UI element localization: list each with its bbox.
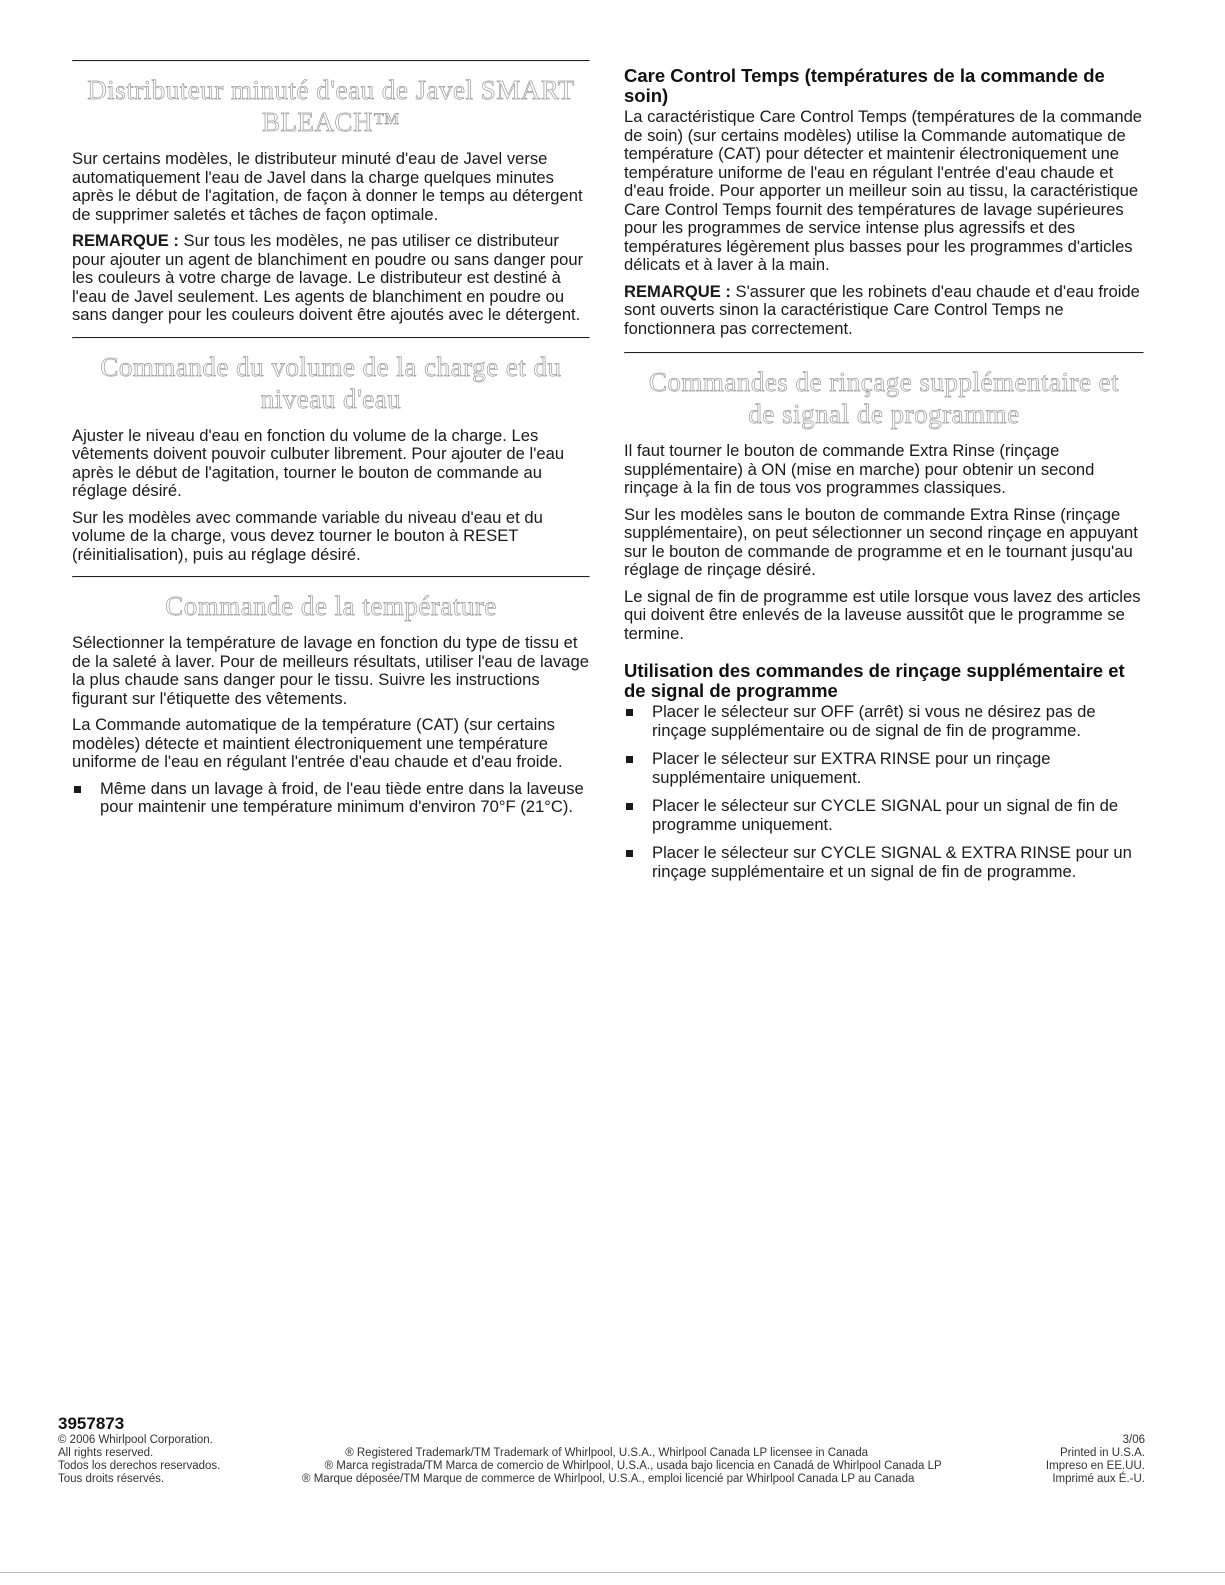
footer-row bbox=[58, 1473, 1145, 1486]
footer-left: All rights reserved. bbox=[58, 1447, 154, 1459]
extra-rinse-usage-heading: Utilisation des commandes de rinçage supplémentaire et de signal de programme bbox=[624, 660, 1125, 701]
section-title-bleach: Distributeur minuté d'eau de Javel SMART BLEACH™ bbox=[87, 75, 575, 137]
footer-center bbox=[213, 1434, 1123, 1447]
footer-row bbox=[58, 1447, 1145, 1460]
right-column bbox=[624, 66, 1144, 891]
bullet-item: Même dans un lavage à froid, de l'eau tiède entre dans la laveuse pour maintenir une température minimum d'environ 70°F (21°C). bbox=[72, 780, 590, 817]
extra-rinse-bullets bbox=[624, 703, 1144, 881]
footer-center: ® Marca registrada/TM Marca de comercio de Whirlpool, U.S.A., usada bajo licencia en Canadá de Whirlpool Canada LP bbox=[324, 1460, 942, 1472]
section-divider bbox=[624, 352, 1144, 354]
note-label: REMARQUE : bbox=[624, 281, 731, 301]
bullet-item: Placer le sélecteur sur OFF (arrêt) si vous ne désirez pas de rinçage supplémentaire ou de signal de fin de programme. bbox=[624, 703, 1144, 740]
note-text: S'assurer que les robinets d'eau chaude et d'eau froide sont ouverts sinon la caractéristique Care Control Temps ne fonctionnera pas correctement. bbox=[624, 281, 1140, 338]
care-control-heading: Care Control Temps (températures de la commande de soin) bbox=[624, 65, 1105, 106]
left-column bbox=[72, 60, 590, 827]
bullet-item: Placer le sélecteur sur EXTRA RINSE pour un rinçage supplémentaire uniquement. bbox=[624, 750, 1144, 787]
section-title-water-level: Commande du volume de la charge et du niveau d'eau bbox=[100, 351, 562, 414]
footer-right: Printed in U.S.A. bbox=[1059, 1447, 1145, 1459]
temperature-bullets bbox=[72, 780, 590, 817]
extra-rinse-paragraph-1: Il faut tourner le bouton de commande Extra Rinse (rinçage supplémentaire) à ON (mise en marche) pour obtenir un second rinçage à la fin de tous vos programmes classiques. bbox=[624, 441, 1095, 497]
footer-center: ® Registered Trademark/TM Trademark of Whirlpool, U.S.A., Whirlpool Canada LP licensee in Canada bbox=[345, 1447, 868, 1459]
temperature-paragraph-2: La Commande automatique de la température (CAT) (sur certains modèles) détecte et maintient électroniquement une température uniforme de l'eau en régulant l'entrée d'eau chaude et d'eau froide. bbox=[72, 715, 563, 771]
section-title-temperature: Commande de la température bbox=[165, 591, 497, 621]
bullet-item: Placer le sélecteur sur CYCLE SIGNAL & EXTRA RINSE pour un rinçage supplémentaire et un signal de fin de programme. bbox=[624, 844, 1144, 881]
note-text: Sur tous les modèles, ne pas utiliser ce distributeur pour ajouter un agent de blanchiment en poudre ou sans danger pour les couleurs à votre charge de lavage. Le distributeur est destiné à l'eau de Javel seulement. Les agents de blanchiment en poudre ou sans danger pour les couleurs doivent être ajoutés avec le détergent. bbox=[72, 231, 584, 324]
section-divider bbox=[72, 337, 590, 339]
extra-rinse-paragraph-2: Sur les modèles sans le bouton de commande Extra Rinse (rinçage supplémentaire), on peut sélectionner un second rinçage en appuyant sur le bouton de commande de programme et en le tournant jusqu'au réglage de rinçage désiré. bbox=[624, 504, 1138, 579]
page-bottom-rule bbox=[0, 1572, 1225, 1573]
note-label: REMARQUE : bbox=[72, 231, 179, 250]
page-footer bbox=[58, 1414, 1145, 1486]
footer-right: Impreso en EE.UU. bbox=[1045, 1460, 1145, 1472]
bullet-item: Placer le sélecteur sur CYCLE SIGNAL pour un signal de fin de programme uniquement. bbox=[624, 797, 1144, 834]
footer-right: Imprimé aux É.-U. bbox=[1052, 1473, 1145, 1485]
section-title-extra-rinse: Commandes de rinçage supplémentaire et de signal de programme bbox=[648, 367, 1120, 429]
bleach-note bbox=[72, 232, 590, 325]
footer-left: © 2006 Whirlpool Corporation. bbox=[58, 1434, 213, 1446]
footer-row bbox=[58, 1434, 1145, 1447]
footer-left: Tous droits réservés. bbox=[58, 1473, 165, 1485]
footer-row bbox=[58, 1460, 1145, 1473]
footer-left: Todos los derechos reservados. bbox=[58, 1460, 221, 1472]
bleach-paragraph: Sur certains modèles, le distributeur minuté d'eau de Javel verse automatiquement l'eau de Javel dans la charge quelques minutes après le début de l'agitation, de façon à donner le temps au détergent de supprimer saletés et tâches de façon optimale. bbox=[72, 149, 583, 224]
water-level-paragraph-1: Ajuster le niveau d'eau en fonction du volume de la charge. Les vêtements doivent pouvoir culbuter librement. Pour ajouter de l'eau après le début de l'agitation, tourner le bouton de commande au réglage désiré. bbox=[72, 425, 565, 500]
section-divider bbox=[72, 576, 590, 578]
extra-rinse-paragraph-3: Le signal de fin de programme est utile lorsque vous lavez des articles qui doivent être enlevés de la laveuse aussitôt que le programme se termine. bbox=[624, 586, 1141, 643]
water-level-paragraph-2: Sur les modèles avec commande variable du niveau d'eau et du volume de la charge, vous devez tourner le bouton à RESET (réinitialisation), puis au réglage désiré. bbox=[72, 507, 543, 564]
section-divider bbox=[72, 60, 590, 62]
part-number: 3957873 bbox=[58, 1414, 125, 1433]
footer-right: 3/06 bbox=[1122, 1434, 1145, 1446]
care-control-note bbox=[624, 283, 1144, 339]
footer-center: ® Marque déposée/TM Marque de commerce de Whirlpool, U.S.A., emploi licencié par Whirlpool Canada LP au Canada bbox=[302, 1473, 915, 1485]
care-control-paragraph: La caractéristique Care Control Temps (températures de la commande de soin) (sur certains modèles) utilise la Commande automatique de température (CAT) pour détecter et maintenir électroniquement une température uniforme de l'eau en régulant l'entrée d'eau chaude et d'eau froide. Pour apporter un meilleur soin au tissu, la caractéristique Care Control Temps fournit des températures de lavage supérieures pour les programmes de service intense plus agressifs et des températures légèrement plus basses pour les programmes d'articles délicats et à laver à la main. bbox=[624, 107, 1143, 274]
temperature-paragraph-1: Sélectionner la température de lavage en fonction du type de tissu et de la saleté à laver. Pour de meilleurs résultats, utiliser l'eau de lavage la plus chaude sans danger pour le tissu. Suivre les instructions figurant sur l'étiquette des vêtements. bbox=[72, 633, 589, 708]
